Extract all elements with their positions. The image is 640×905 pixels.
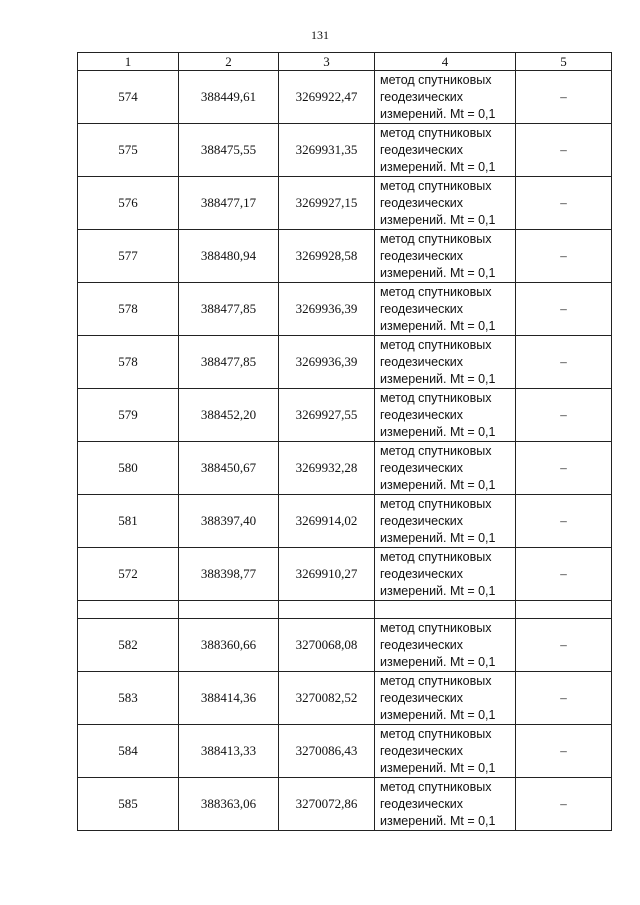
- table-row: [78, 336, 612, 389]
- point-number: 579: [78, 389, 179, 442]
- dash-cell: –: [516, 230, 612, 283]
- coordinate-x: 388480,94: [179, 230, 279, 283]
- table-row: [78, 124, 612, 177]
- table-row: [78, 672, 612, 725]
- method-cell: [375, 71, 516, 124]
- table-row: [78, 725, 612, 778]
- point-number: 580: [78, 442, 179, 495]
- method-line: метод спутниковых: [380, 178, 492, 193]
- point-number: 577: [78, 230, 179, 283]
- method-cell: [375, 442, 516, 495]
- coordinate-y: 3269932,28: [279, 442, 375, 495]
- header-cell: 2: [179, 53, 279, 71]
- empty-cell: [516, 601, 612, 619]
- coordinate-y: 3269931,35: [279, 124, 375, 177]
- dash-cell: –: [516, 336, 612, 389]
- point-number: 576: [78, 177, 179, 230]
- point-number: 578: [78, 283, 179, 336]
- coordinate-y: 3270086,43: [279, 725, 375, 778]
- method-line: измерений. Mt = 0,1: [380, 530, 496, 545]
- dash-cell: –: [516, 71, 612, 124]
- method-line: метод спутниковых: [380, 726, 492, 741]
- method-line: измерений. Mt = 0,1: [380, 583, 496, 598]
- table-row: [78, 389, 612, 442]
- dash-cell: –: [516, 548, 612, 601]
- method-line: геодезических: [380, 513, 464, 528]
- dash-cell: –: [516, 495, 612, 548]
- coordinate-x: 388450,67: [179, 442, 279, 495]
- method-line: геодезических: [380, 796, 464, 811]
- header-cell: 1: [78, 53, 179, 71]
- method-line: метод спутниковых: [380, 72, 492, 87]
- point-number: 585: [78, 778, 179, 831]
- table-row: [78, 442, 612, 495]
- point-number: 582: [78, 619, 179, 672]
- method-line: измерений. Mt = 0,1: [380, 813, 496, 828]
- method-line: метод спутниковых: [380, 125, 492, 140]
- method-line: геодезических: [380, 690, 464, 705]
- method-line: метод спутниковых: [380, 779, 492, 794]
- point-number: 584: [78, 725, 179, 778]
- method-line: геодезических: [380, 248, 464, 263]
- coordinate-y: 3269927,15: [279, 177, 375, 230]
- coordinate-y: 3270072,86: [279, 778, 375, 831]
- method-cell: [375, 548, 516, 601]
- header-cell: 5: [516, 53, 612, 71]
- empty-cell: [78, 601, 179, 619]
- method-line: измерений. Mt = 0,1: [380, 212, 496, 227]
- method-line: метод спутниковых: [380, 620, 492, 635]
- method-line: геодезических: [380, 354, 464, 369]
- table-row: [78, 778, 612, 831]
- method-cell: [375, 230, 516, 283]
- method-cell: [375, 336, 516, 389]
- point-number: 578: [78, 336, 179, 389]
- dash-cell: –: [516, 725, 612, 778]
- method-line: геодезических: [380, 460, 464, 475]
- dash-cell: –: [516, 177, 612, 230]
- table-row: [78, 495, 612, 548]
- point-number: 581: [78, 495, 179, 548]
- coordinate-x: 388363,06: [179, 778, 279, 831]
- table-row: [78, 71, 612, 124]
- method-line: измерений. Mt = 0,1: [380, 159, 496, 174]
- method-line: метод спутниковых: [380, 390, 492, 405]
- dash-cell: –: [516, 283, 612, 336]
- method-cell: [375, 619, 516, 672]
- method-line: метод спутниковых: [380, 337, 492, 352]
- method-cell: [375, 778, 516, 831]
- method-line: метод спутниковых: [380, 443, 492, 458]
- method-cell: [375, 725, 516, 778]
- method-line: метод спутниковых: [380, 673, 492, 688]
- header-cell: 4: [375, 53, 516, 71]
- method-cell: [375, 389, 516, 442]
- coordinates-table: [77, 52, 612, 831]
- table-row: [78, 283, 612, 336]
- coordinate-x: 388477,17: [179, 177, 279, 230]
- empty-cell: [179, 601, 279, 619]
- method-cell: [375, 495, 516, 548]
- empty-cell: [279, 601, 375, 619]
- method-line: геодезических: [380, 743, 464, 758]
- method-line: измерений. Mt = 0,1: [380, 265, 496, 280]
- method-line: измерений. Mt = 0,1: [380, 707, 496, 722]
- method-cell: [375, 283, 516, 336]
- coordinate-x: 388397,40: [179, 495, 279, 548]
- dash-cell: –: [516, 672, 612, 725]
- coordinate-x: 388449,61: [179, 71, 279, 124]
- coordinate-y: 3269910,27: [279, 548, 375, 601]
- empty-cell: [375, 601, 516, 619]
- point-number: 575: [78, 124, 179, 177]
- dash-cell: –: [516, 389, 612, 442]
- method-line: измерений. Mt = 0,1: [380, 654, 496, 669]
- point-number: 574: [78, 71, 179, 124]
- coordinate-y: 3269928,58: [279, 230, 375, 283]
- coordinate-x: 388414,36: [179, 672, 279, 725]
- coordinate-x: 388413,33: [179, 725, 279, 778]
- method-line: метод спутниковых: [380, 231, 492, 246]
- coordinate-x: 388452,20: [179, 389, 279, 442]
- dash-cell: –: [516, 619, 612, 672]
- method-line: измерений. Mt = 0,1: [380, 477, 496, 492]
- method-line: измерений. Mt = 0,1: [380, 424, 496, 439]
- header-cell: 3: [279, 53, 375, 71]
- method-line: геодезических: [380, 89, 464, 104]
- table-row: [78, 619, 612, 672]
- table-row: [78, 177, 612, 230]
- coordinate-x: 388477,85: [179, 283, 279, 336]
- table-header-row: [78, 53, 612, 71]
- method-line: геодезических: [380, 142, 464, 157]
- method-cell: [375, 672, 516, 725]
- dash-cell: –: [516, 778, 612, 831]
- table-row: [78, 548, 612, 601]
- page-number: 131: [311, 28, 329, 42]
- point-number: 583: [78, 672, 179, 725]
- method-line: геодезических: [380, 195, 464, 210]
- method-line: измерений. Mt = 0,1: [380, 371, 496, 386]
- method-line: измерений. Mt = 0,1: [380, 318, 496, 333]
- coordinate-x: 388475,55: [179, 124, 279, 177]
- coordinate-x: 388360,66: [179, 619, 279, 672]
- method-cell: [375, 124, 516, 177]
- coordinate-x: 388477,85: [179, 336, 279, 389]
- dash-cell: –: [516, 442, 612, 495]
- method-line: метод спутниковых: [380, 284, 492, 299]
- method-line: метод спутниковых: [380, 496, 492, 511]
- table-row: [78, 230, 612, 283]
- dash-cell: –: [516, 124, 612, 177]
- coordinate-y: 3270068,08: [279, 619, 375, 672]
- coordinate-y: 3270082,52: [279, 672, 375, 725]
- coordinate-x: 388398,77: [179, 548, 279, 601]
- coordinate-y: 3269914,02: [279, 495, 375, 548]
- method-line: измерений. Mt = 0,1: [380, 760, 496, 775]
- coordinate-y: 3269936,39: [279, 336, 375, 389]
- method-cell: [375, 177, 516, 230]
- point-number: 572: [78, 548, 179, 601]
- coordinate-y: 3269922,47: [279, 71, 375, 124]
- coordinate-y: 3269936,39: [279, 283, 375, 336]
- coordinate-y: 3269927,55: [279, 389, 375, 442]
- method-line: метод спутниковых: [380, 549, 492, 564]
- table-spacer-row: [78, 601, 612, 619]
- method-line: геодезических: [380, 637, 464, 652]
- method-line: геодезических: [380, 301, 464, 316]
- method-line: измерений. Mt = 0,1: [380, 106, 496, 121]
- method-line: геодезических: [380, 566, 464, 581]
- method-line: геодезических: [380, 407, 464, 422]
